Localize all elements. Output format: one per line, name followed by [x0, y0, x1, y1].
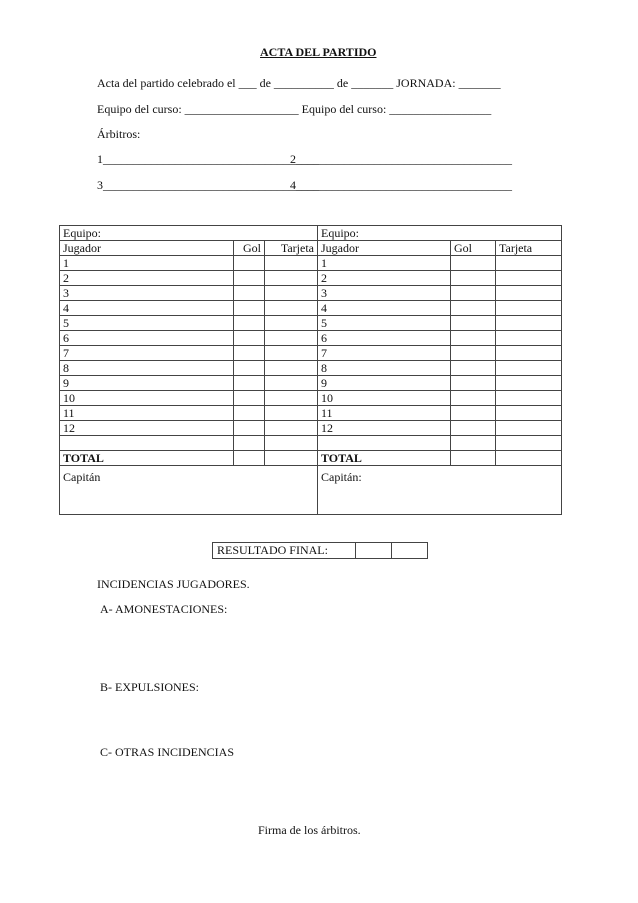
card-cell: [265, 391, 318, 406]
total-row: [60, 451, 562, 466]
expulsions-label: B- EXPULSIONES:: [100, 680, 200, 694]
table-row: [60, 421, 562, 436]
card-cell: [496, 376, 562, 391]
goal-cell: [234, 376, 265, 391]
player-num-left: 5: [60, 316, 234, 331]
card-cell: [496, 286, 562, 301]
card-cell: [496, 361, 562, 376]
player-num-left: 9: [60, 376, 234, 391]
captain-left: Capitán: [60, 466, 318, 515]
other-incidents-label: C- OTRAS INCIDENCIAS: [100, 745, 235, 759]
goal-cell: [451, 406, 496, 421]
table-row: [60, 391, 562, 406]
goal-cell: [451, 421, 496, 436]
player-num-right: 7: [318, 346, 451, 361]
table-row: [60, 301, 562, 316]
player-num-right: 12: [318, 421, 451, 436]
card-cell: [265, 346, 318, 361]
card-cell: [496, 406, 562, 421]
goal-cell: [451, 331, 496, 346]
signature-label: Firma de los árbitros.: [258, 823, 361, 837]
total-left: TOTAL: [60, 451, 234, 466]
player-num-right: 4: [318, 301, 451, 316]
goal-cell: [451, 376, 496, 391]
total-goal-left: [234, 451, 265, 466]
goal-cell: [234, 361, 265, 376]
result-label: RESULTADO FINAL:: [213, 543, 356, 559]
card-cell: [265, 361, 318, 376]
card-cell: [265, 421, 318, 436]
referees-label: Árbitros:: [97, 127, 141, 141]
player-num-left: 10: [60, 391, 234, 406]
goal-cell: [234, 301, 265, 316]
referee-1-line: 1____________________________________: [97, 152, 319, 166]
goal-cell: [234, 406, 265, 421]
table-row: [60, 361, 562, 376]
player-num-left: 11: [60, 406, 234, 421]
player-num-right: 5: [318, 316, 451, 331]
total-card-left: [265, 451, 318, 466]
result-score-right: [392, 543, 428, 559]
result-box: [212, 542, 428, 559]
player-num-left: 2: [60, 271, 234, 286]
goal-cell: [451, 256, 496, 271]
player-num-right: 8: [318, 361, 451, 376]
col-card-right: Tarjeta: [496, 241, 562, 256]
card-cell: [496, 271, 562, 286]
total-right: TOTAL: [318, 451, 451, 466]
goal-cell: [234, 331, 265, 346]
captain-right: Capitán:: [318, 466, 562, 515]
card-cell: [496, 301, 562, 316]
total-card-right: [496, 451, 562, 466]
table-row: [60, 376, 562, 391]
incidents-title: INCIDENCIAS JUGADORES.: [97, 577, 250, 591]
referee-4-line: 4____________________________________: [290, 178, 512, 192]
table-row: [60, 406, 562, 421]
card-cell: [496, 316, 562, 331]
player-num-left: 4: [60, 301, 234, 316]
result-score-left: [356, 543, 392, 559]
col-player-left: Jugador: [60, 241, 234, 256]
player-num-left: 12: [60, 421, 234, 436]
table-row: [60, 331, 562, 346]
goal-cell: [234, 316, 265, 331]
card-cell: [265, 331, 318, 346]
player-num-right: 3: [318, 286, 451, 301]
team-left-label: Equipo:: [60, 226, 318, 241]
player-num-left: 1: [60, 256, 234, 271]
player-num-left: 6: [60, 331, 234, 346]
player-num-right: 10: [318, 391, 451, 406]
table-row: [60, 271, 562, 286]
team-right-label: Equipo:: [318, 226, 562, 241]
player-num-left: 8: [60, 361, 234, 376]
goal-cell: [451, 346, 496, 361]
player-num-right: 2: [318, 271, 451, 286]
teams-line: Equipo del curso: ___________________ Equipo del curso: _________________: [97, 102, 492, 116]
col-player-right: Jugador: [318, 241, 451, 256]
warnings-label: A- AMONESTACIONES:: [100, 602, 228, 616]
card-cell: [265, 256, 318, 271]
card-cell: [496, 331, 562, 346]
card-cell: [265, 286, 318, 301]
card-cell: [265, 301, 318, 316]
goal-cell: [451, 271, 496, 286]
card-cell: [496, 256, 562, 271]
goal-cell: [234, 256, 265, 271]
table-row: [60, 286, 562, 301]
player-num-right: 9: [318, 376, 451, 391]
player-num-left: 3: [60, 286, 234, 301]
captain-row: [60, 466, 562, 515]
goal-cell: [451, 301, 496, 316]
player-num-right: 6: [318, 331, 451, 346]
header-row: [60, 241, 562, 256]
col-goal-left: Gol: [234, 241, 265, 256]
card-cell: [496, 391, 562, 406]
goal-cell: [451, 286, 496, 301]
player-num-left: 7: [60, 346, 234, 361]
table-row: [60, 316, 562, 331]
goal-cell: [234, 271, 265, 286]
col-goal-right: Gol: [451, 241, 496, 256]
col-card-left: Tarjeta: [265, 241, 318, 256]
card-cell: [265, 406, 318, 421]
team-row: [60, 226, 562, 241]
goal-cell: [451, 361, 496, 376]
player-num-right: 1: [318, 256, 451, 271]
card-cell: [265, 376, 318, 391]
table-row: [60, 256, 562, 271]
card-cell: [496, 346, 562, 361]
goal-cell: [234, 391, 265, 406]
goal-cell: [451, 316, 496, 331]
referee-3-line: 3____________________________________: [97, 178, 319, 192]
table-row: [60, 346, 562, 361]
goal-cell: [234, 286, 265, 301]
goal-cell: [234, 346, 265, 361]
match-date-line: Acta del partido celebrado el ___ de __________ de _______ JORNADA: _______: [97, 76, 501, 90]
card-cell: [265, 271, 318, 286]
page-title: ACTA DEL PARTIDO: [260, 45, 377, 59]
referee-2-line: 2____________________________________: [290, 152, 512, 166]
total-goal-right: [451, 451, 496, 466]
card-cell: [496, 421, 562, 436]
players-table: [59, 225, 562, 515]
blank-row: [60, 436, 562, 451]
goal-cell: [451, 391, 496, 406]
player-num-right: 11: [318, 406, 451, 421]
card-cell: [265, 316, 318, 331]
goal-cell: [234, 421, 265, 436]
